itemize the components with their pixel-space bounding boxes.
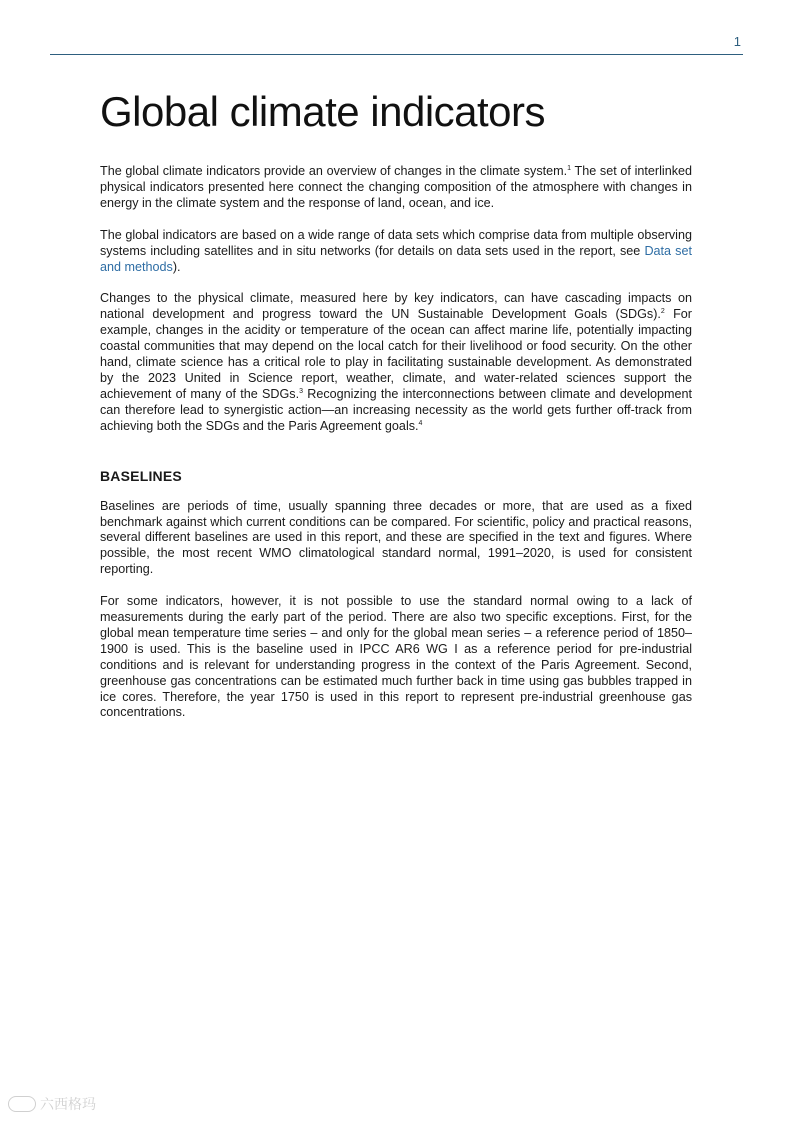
intro-p3-text-c: Recognizing the interconnections between climate and development can therefore lead to synergistic action—an increasing necessity as the world gets further off-track from achieving both the SDGs and the Paris Agreement goals.	[100, 386, 692, 433]
watermark	[8, 1094, 96, 1114]
baselines-paragraph-2: For some indicators, however, it is not possible to use the standard normal owing to a lack of measurements during the early part of the period. There are also two specific exceptions. First, for the global mean temperature time series – and only for the global mean series – a reference period of 1850–1900 is used. This is the baseline used in IPCC AR6 WG I as a reference period for pre-industrial conditions and is relevant for understanding progress in the context of the Paris Agreement. Second, greenhouse gas concentrations can be estimated much further back in time using gas bubbles trapped in ice cores. Therefore, the year 1750 is used in this report to represent pre-industrial greenhouse gas concentrations.	[100, 594, 692, 720]
footnote-ref-2[interactable]: 2	[660, 308, 665, 316]
footnote-ref-4[interactable]: 4	[418, 419, 423, 427]
header-rule	[50, 54, 743, 55]
page-content	[100, 86, 692, 737]
footnote-ref-3[interactable]: 3	[299, 387, 304, 395]
intro-p2-text-b: ).	[172, 259, 181, 274]
baselines-heading: BASELINES	[100, 467, 182, 484]
footnote-ref-1[interactable]: 1	[567, 165, 572, 172]
intro-paragraph-2	[100, 228, 692, 276]
baselines-paragraph-1: Baselines are periods of time, usually spanning three decades or more, that are used as a fixed benchmark against which current conditions can be compared. For scientific, policy and practical reasons, several different baselines are used in this report, and these are specified in the text and figures. Where possible, the most recent WMO climatological standard normal, 1991–2020, is used for consistent reporting.	[100, 498, 692, 577]
intro-paragraph-3	[100, 291, 692, 434]
intro-paragraph-1	[100, 164, 692, 212]
watermark-logo-icon	[8, 1096, 36, 1112]
intro-p3-text-a: Changes to the physical climate, measured here by key indicators, can have cascading impacts on national development and progress toward the UN Sustainable Development Goals (SDGs).	[100, 291, 692, 322]
intro-p3-text-b: For example, changes in the acidity or temperature of the ocean can affect marine life, potentially impacting coastal communities that may depend on the local catch for their livelihood or food security. On the other hand, climate science has a critical role to play in facilitating sustainable development. As demonstrated by the 2023 United in Science report, weather, climate, and water-related sciences support the achievement of many of the SDGs.	[100, 307, 692, 401]
watermark-text: 六西格玛	[40, 1096, 96, 1112]
intro-p2-text-a: The global indicators are based on a wide range of data sets which comprise data from multiple observing systems including satellites and in situ networks (for details on data sets used in the report, see	[100, 227, 692, 258]
page-title: Global climate indicators	[100, 88, 546, 135]
intro-p1-text-a: The global climate indicators provide an overview of changes in the climate system.	[100, 164, 568, 178]
page-number: 1	[733, 34, 741, 49]
intro-p1-text-b: The set of interlinked physical indicators presented here connect the changing composition of the atmosphere with changes in energy in the climate system and the response of land, ocean, and ice.	[100, 164, 692, 210]
data-set-and-methods-link[interactable]: Data set and methods	[100, 243, 692, 274]
